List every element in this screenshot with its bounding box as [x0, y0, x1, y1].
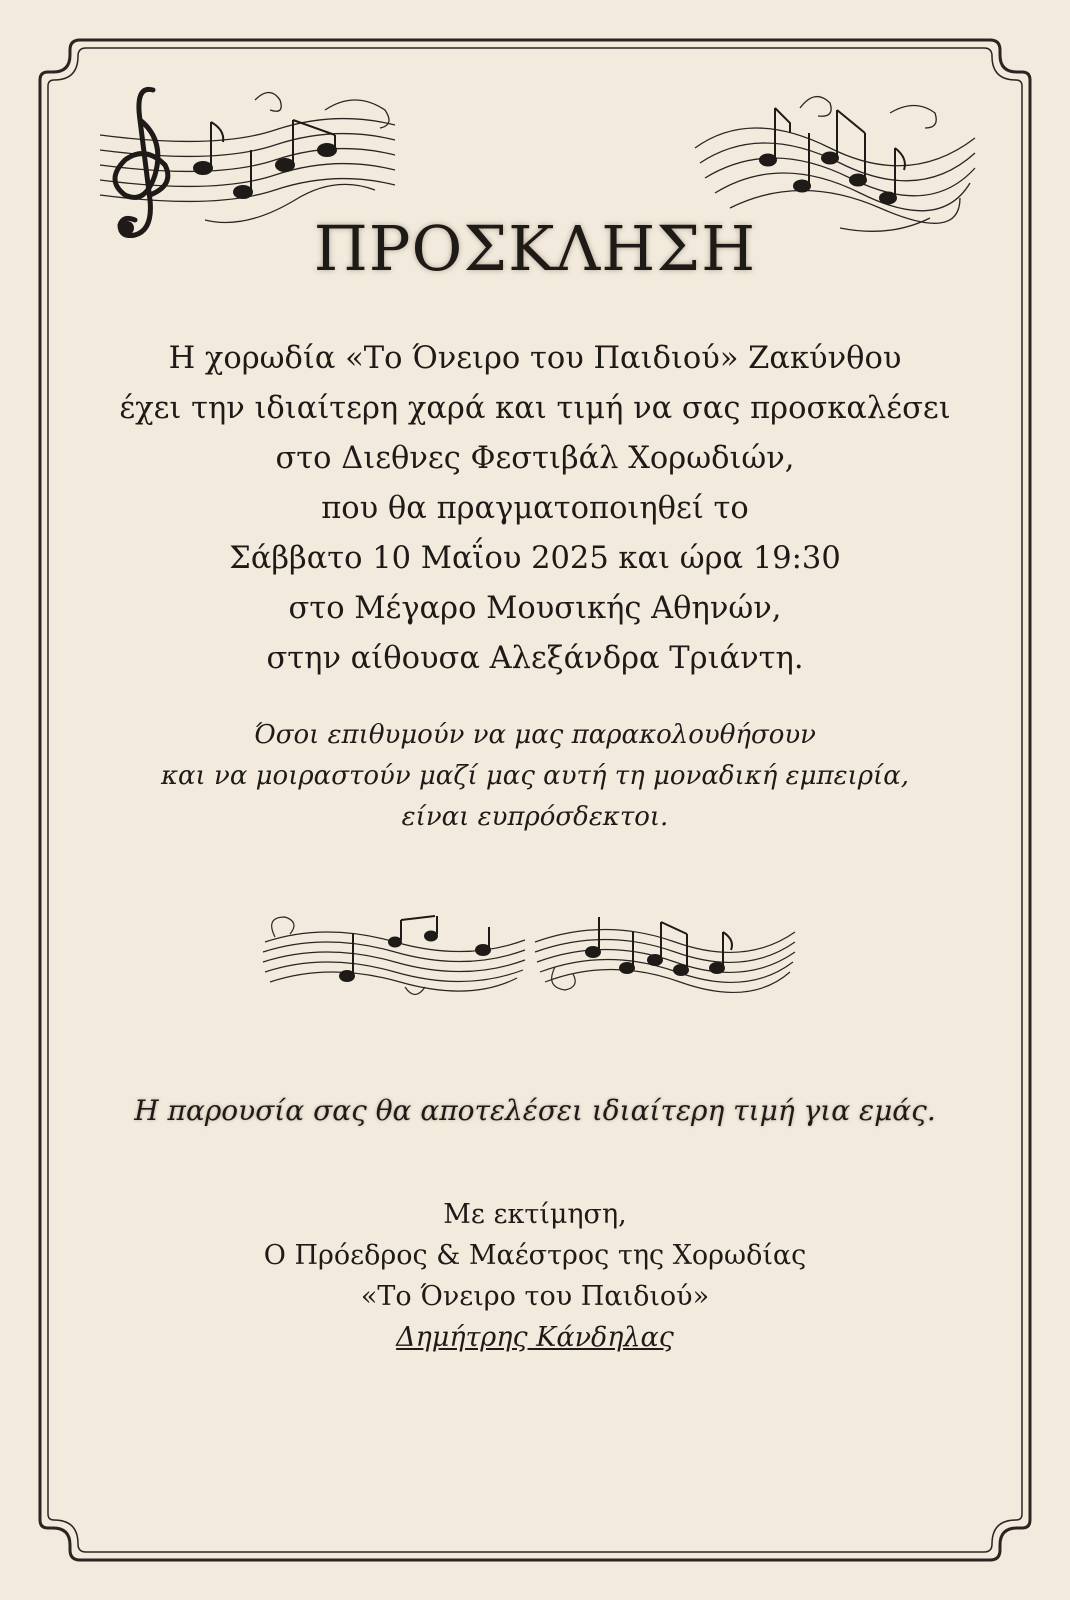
closing-text: Με εκτίμηση,: [443, 1199, 627, 1230]
welcome-line: και να μοιραστούν μαζί μας αυτή τη μοναδική εμπειρία,: [160, 761, 910, 791]
honor-statement: Η παρουσία σας θα αποτελέσει ιδιαίτερη τιμή για εμάς.: [134, 1094, 936, 1127]
signer-name: Δημήτρης Κάνδηλας: [396, 1322, 674, 1353]
welcome-line: είναι ευπρόσδεκτοι.: [401, 802, 669, 832]
music-notes-divider-icon: [255, 912, 805, 1002]
main-line: στο Διεθνες Φεστιβάλ Χορωδιών,: [275, 441, 795, 476]
invitation-main-text: [40, 334, 1030, 684]
venue-line: στο Μέγαρο Μουσικής Αθηνών,: [288, 591, 782, 626]
main-line: Η χορωδία «Το Όνειρο του Παιδιού» Ζακύνθου: [168, 341, 902, 376]
invitation-title: ΠΡΟΣΚΛΗΣΗ: [313, 212, 757, 285]
welcome-line: Όσοι επιθυμούν να μας παρακολουθήσουν: [254, 720, 816, 750]
signer-role: Ο Πρόεδρος & Μαέστρος της Χορωδίας: [263, 1240, 807, 1271]
choir-name: «Το Όνειρο του Παιδιού»: [360, 1281, 710, 1312]
event-date-line: Σάββατο 10 Μαΐου 2025 και ώρα 19:30: [229, 541, 841, 576]
main-line: που θα πραγματοποιηθεί το: [321, 491, 749, 526]
hall-line: στην αίθουσα Αλεξάνδρα Τριάντη.: [266, 641, 804, 676]
main-line: έχει την ιδιαίτερη χαρά και τιμή να σας προσκαλέσει: [119, 391, 951, 426]
welcome-text: [40, 715, 1030, 838]
signature-block: [40, 1194, 1030, 1358]
